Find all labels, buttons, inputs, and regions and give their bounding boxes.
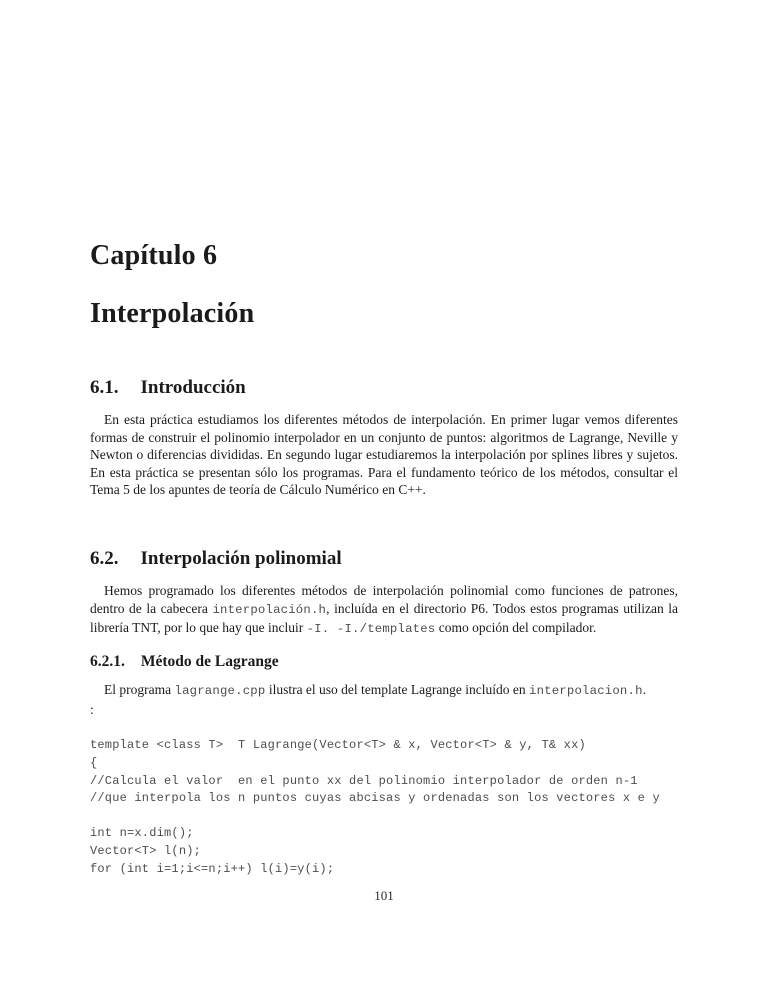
code-line: Vector<T> l(n);	[90, 844, 202, 858]
stray-colon-line: :	[90, 701, 94, 717]
section-title: Introducción	[140, 377, 246, 398]
subsection-heading-metodo-de-lagrange	[90, 654, 678, 670]
subsection-number: 6.2.1.	[90, 652, 125, 670]
section-number: 6.1.	[90, 377, 119, 398]
code-line: //Calcula el valor en el punto xx del polinomio interpolador de orden n-1	[90, 773, 638, 788]
code-line: int n=x.dim();	[90, 826, 194, 841]
page-number: 101	[374, 888, 394, 903]
inline-code-header-file: interpolacion.h	[528, 684, 643, 699]
code-line: template <class T> T Lagrange(Vector<T> & x, Vector<T> & y, T& xx)	[90, 738, 586, 753]
paragraph-text: como opción del compilador.	[435, 620, 597, 636]
code-line: for (int i=1;i<=n;i++) l(i)=y(i);	[90, 861, 335, 876]
code-line	[90, 808, 678, 826]
code-listing-lagrange	[90, 737, 678, 878]
paragraph-text: .	[642, 682, 647, 698]
paragraph-text: ilustra el uso del template Lagrange incluído en	[265, 682, 529, 698]
polinomial-paragraph	[90, 582, 678, 639]
chapter-title-heading: Interpolación	[90, 298, 255, 329]
code-line: //que interpola los n puntos cuyas abcisas y ordenadas son los vectores x e y	[90, 791, 660, 806]
inline-code-compiler-flags: -I. -I./templates	[306, 622, 436, 637]
section-number: 6.2.	[90, 547, 119, 569]
section-heading-interpolacion-polinomial	[90, 549, 678, 568]
paragraph-text: Hemos programado los diferentes métodos de interpolación polinomial como funciones de patrones, dentro de la cabecera	[90, 582, 678, 616]
inline-code-header-file: interpolación.h	[212, 602, 327, 617]
code-line: {	[90, 756, 98, 771]
intro-paragraph: En esta práctica estudiamos los diferentes métodos de interpolación. En primer lugar vemos diferentes formas de construir el polinomio interpolador en un conjunto de puntos: algoritmos de Lagrange, Neville y Newton o diferencias divididas. En segundo lugar estudiaremos la interpolación por splines libres y sujetos. En esta práctica se presentan sólo los programas. Para el fundamento teórico de los métodos, consultar el Tema 5 de los apuntes de teoría de Cálculo Numérico en C++.	[90, 412, 678, 498]
lagrange-paragraph	[90, 681, 678, 701]
section-heading-introduccion	[90, 378, 678, 397]
chapter-number-heading: Capítulo 6	[90, 240, 218, 271]
section-title: Interpolación polinomial	[140, 547, 342, 569]
inline-code-program-file: lagrange.cpp	[174, 684, 266, 699]
paragraph-text: El programa	[104, 682, 175, 698]
paragraph-text: , incluída en el directorio P6. Todos estos programas utilizan la librería TNT, por lo que hay que incluir	[90, 600, 679, 636]
subsection-title: Método de Lagrange	[140, 652, 279, 670]
